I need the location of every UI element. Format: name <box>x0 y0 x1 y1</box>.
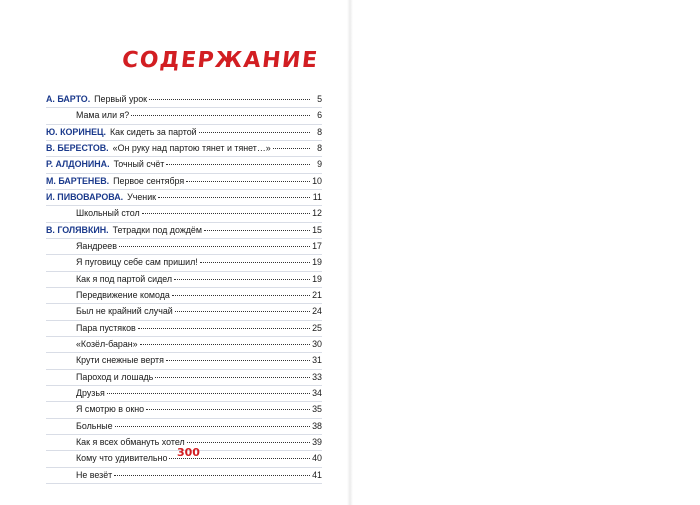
toc-page-number: 24 <box>312 306 322 317</box>
dot-leader <box>138 320 310 329</box>
toc-entry <box>46 174 322 190</box>
dot-leader <box>199 124 310 133</box>
toc-page-number: 31 <box>312 355 322 366</box>
dot-leader <box>115 418 310 427</box>
toc-entry <box>46 125 322 141</box>
toc-page-number: 30 <box>312 338 322 349</box>
toc-entry <box>46 353 322 369</box>
contents-title: СОДЕРЖАНИЕ <box>120 48 320 73</box>
dot-leader <box>142 205 310 214</box>
toc-entry <box>46 337 322 353</box>
toc-list-left <box>46 92 322 484</box>
toc-page-number: 38 <box>312 420 322 431</box>
toc-page-number: 11 <box>312 191 322 202</box>
dot-leader <box>140 336 310 345</box>
toc-entry <box>46 239 322 255</box>
toc-entry <box>46 288 322 304</box>
toc-author: В. БЕРЕСТОВ. <box>46 142 109 153</box>
toc-page-number: 6 <box>317 110 322 121</box>
toc-title: Крути снежные вертя <box>76 355 164 366</box>
toc-page-number: 9 <box>317 159 322 170</box>
dot-leader <box>187 434 310 443</box>
dot-leader <box>158 189 310 198</box>
toc-author: А. БАРТО. <box>46 94 91 104</box>
dot-leader <box>166 352 310 361</box>
page-number-left: 300 <box>177 446 200 459</box>
toc-page-number: 21 <box>312 289 322 300</box>
dot-leader <box>131 107 310 116</box>
toc-author: Р. АЛДОНИНА. <box>46 159 110 170</box>
toc-title: Был не крайний случай <box>76 306 173 317</box>
toc-title: Первый урок <box>94 94 148 104</box>
toc-page-number: 19 <box>312 257 322 268</box>
toc-page-number: 8 <box>317 126 322 137</box>
toc-page-number: 8 <box>317 142 322 153</box>
toc-entry <box>46 272 322 288</box>
toc-page-number: 35 <box>312 404 322 415</box>
toc-title: Школьный стол <box>76 208 140 219</box>
toc-entry <box>46 402 322 418</box>
dot-leader <box>175 303 310 312</box>
toc-page-number: 10 <box>312 175 322 186</box>
toc-entry <box>46 419 322 435</box>
toc-page-number: 39 <box>312 436 322 447</box>
toc-title: Я смотрю в окно <box>76 404 145 415</box>
toc-title: Тетрадки под дождём <box>112 224 202 235</box>
toc-page-number: 41 <box>312 469 322 480</box>
toc-title: Первое сентября <box>113 175 185 186</box>
dot-leader <box>273 140 310 149</box>
toc-title: Ученик <box>127 191 157 202</box>
toc-page-number: 15 <box>312 224 322 235</box>
toc-page-number: 34 <box>312 387 322 398</box>
toc-title: Как сидеть за партой <box>109 126 197 137</box>
toc-title: Пароход и лошадь <box>76 371 154 382</box>
dot-leader <box>155 369 310 378</box>
toc-title: Не везёт <box>76 469 113 480</box>
dot-leader <box>200 254 310 263</box>
toc-title: Как я под партой сидел <box>76 273 173 284</box>
toc-page-number: 33 <box>312 371 322 382</box>
toc-title: Точный счёт <box>113 159 165 170</box>
toc-entry <box>46 92 322 108</box>
toc-entry <box>46 141 322 157</box>
toc-title: «Козёл-баран» <box>76 338 138 349</box>
toc-page-number: 17 <box>312 240 322 251</box>
toc-author: В. ГОЛЯВКИН. <box>46 224 109 235</box>
toc-title: Кому что удивительно <box>76 453 168 464</box>
toc-entry <box>46 108 322 124</box>
toc-entry <box>46 370 322 386</box>
toc-title: Друзья <box>76 387 105 398</box>
toc-title: Яандреев <box>76 240 117 251</box>
toc-entry <box>46 321 322 337</box>
toc-title: Пара пустяков <box>76 322 136 333</box>
toc-author: И. ПИВОВАРОВА. <box>46 191 124 202</box>
toc-entry <box>46 223 322 239</box>
toc-entry <box>46 190 322 206</box>
dot-leader <box>186 173 310 182</box>
toc-entry <box>46 255 322 271</box>
toc-title: Как я всех обмануть хотел <box>76 436 185 447</box>
dot-leader <box>166 156 310 165</box>
toc-entry <box>46 206 322 222</box>
dot-leader <box>172 287 310 296</box>
right-page <box>350 0 700 505</box>
dot-leader <box>204 222 310 231</box>
dot-leader <box>149 91 310 100</box>
toc-author: М. БАРТЕНЕВ. <box>46 175 110 186</box>
toc-page-number: 19 <box>312 273 322 284</box>
dot-leader <box>119 238 310 247</box>
toc-title: Больные <box>76 420 113 431</box>
toc-page-number: 25 <box>312 322 322 333</box>
dot-leader <box>174 271 310 280</box>
toc-title: Мама или я? <box>76 110 130 121</box>
toc-title: Я пуговицу себе сам пришил! <box>76 257 198 268</box>
dot-leader <box>146 401 310 410</box>
toc-entry <box>46 386 322 402</box>
dot-leader <box>107 385 310 394</box>
toc-page-number: 40 <box>312 453 322 464</box>
toc-entry <box>46 157 322 173</box>
dot-leader <box>114 467 310 476</box>
toc-entry <box>46 304 322 320</box>
toc-author: Ю. КОРИНЕЦ. <box>46 126 106 137</box>
toc-title: «Он руку над партою тянет и тянет…» <box>112 142 271 153</box>
toc-entry <box>46 468 322 484</box>
toc-page-number: 12 <box>312 208 322 219</box>
toc-title: Передвижение комода <box>76 289 170 300</box>
toc-page-number: 5 <box>317 94 322 104</box>
